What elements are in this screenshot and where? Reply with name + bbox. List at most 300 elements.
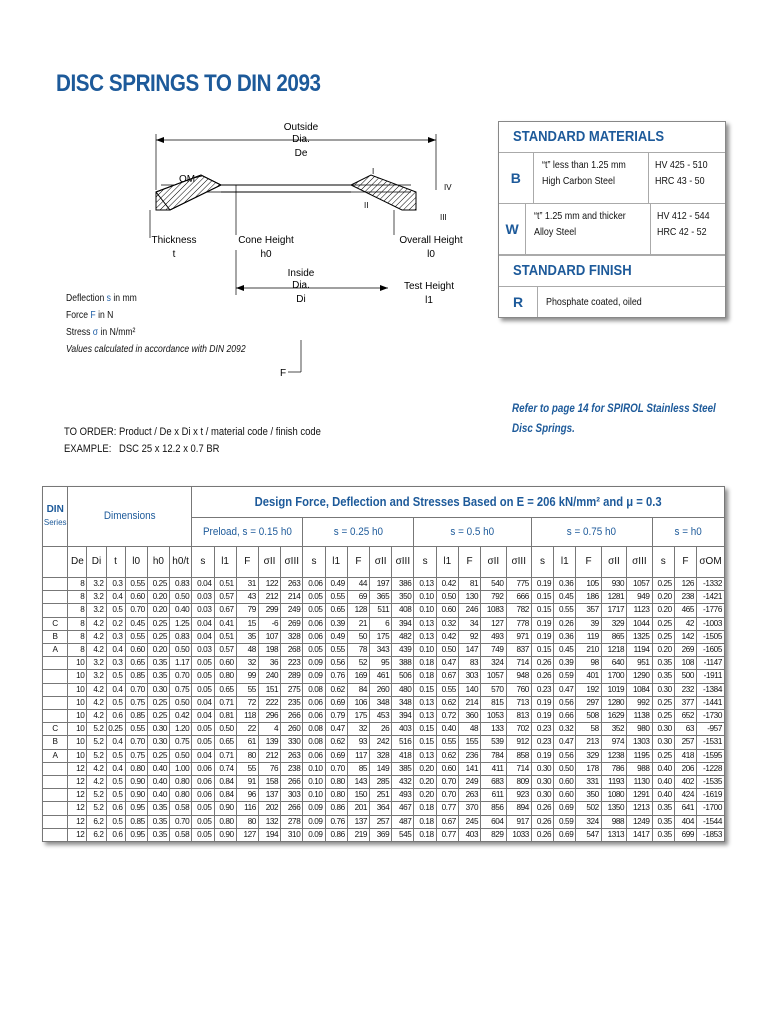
material-hardness: HV 412 - 544 HRC 42 - 52 (657, 210, 710, 238)
table-cell (43, 828, 68, 841)
table-cell: 0.36 (554, 630, 576, 643)
table-cell: 12 (68, 828, 87, 841)
table-cell: 0.59 (554, 670, 576, 683)
table-cell: 201 (347, 802, 369, 815)
table-cell: 545 (392, 828, 414, 841)
table-cell: 0.3 (106, 657, 125, 670)
table-cell: 0.90 (125, 789, 147, 802)
table-cell: 0.25 (147, 749, 169, 762)
table-cell: 500 (674, 670, 696, 683)
note-deflection: Deflection s in mm (66, 292, 137, 304)
table-cell: 39 (576, 617, 601, 630)
table-cell: 1194 (627, 644, 652, 657)
table-cell: 58 (576, 723, 601, 736)
table-cell: 516 (392, 736, 414, 749)
column-header: σIII (281, 547, 303, 578)
table-cell: 0.95 (125, 802, 147, 815)
table-cell: 0.05 (192, 736, 214, 749)
load-group-header: s = 0.25 h0 (303, 518, 414, 547)
table-cell: 249 (458, 776, 480, 789)
table-cell: 36 (258, 657, 280, 670)
table-cell: 0.23 (531, 736, 553, 749)
table-cell: 0.15 (531, 644, 553, 657)
table-cell: 0.36 (554, 578, 576, 591)
table-cell: 329 (576, 749, 601, 762)
table-cell: 260 (370, 683, 392, 696)
table-row (43, 762, 725, 775)
table-cell: 10 (68, 749, 87, 762)
table-cell: 0.62 (436, 696, 458, 709)
spec-table (42, 486, 725, 842)
table-cell: 0.80 (325, 789, 347, 802)
table-cell: 0.25 (147, 617, 169, 630)
table-cell: 0.10 (414, 604, 436, 617)
table-cell: 0.5 (106, 696, 125, 709)
table-cell: 61 (236, 736, 258, 749)
column-header: l1 (554, 547, 576, 578)
table-row (43, 591, 725, 604)
table-cell: 0.51 (214, 578, 236, 591)
table-cell: 0.47 (554, 736, 576, 749)
table-row (43, 604, 725, 617)
table-cell: 48 (236, 644, 258, 657)
table-cell: 837 (506, 644, 531, 657)
table-cell: 263 (281, 749, 303, 762)
table-cell: 1238 (601, 749, 626, 762)
table-cell: 352 (601, 723, 626, 736)
table-cell: -1776 (697, 604, 725, 617)
table-cell: 403 (458, 828, 480, 841)
table-row (43, 670, 725, 683)
column-header: F (347, 547, 369, 578)
table-cell: 714 (506, 657, 531, 670)
table-cell: 377 (674, 696, 696, 709)
table-cell: 0.08 (303, 736, 325, 749)
table-cell: 150 (347, 789, 369, 802)
outside-dia-label-2: Dia. (292, 134, 310, 145)
table-cell: 0.15 (531, 591, 553, 604)
table-cell: 0.05 (192, 815, 214, 828)
table-cell: 269 (281, 617, 303, 630)
table-cell: 0.95 (125, 828, 147, 841)
table-cell: 143 (347, 776, 369, 789)
table-cell: 52 (347, 657, 369, 670)
table-cell: 1629 (601, 710, 626, 723)
table-cell: 0.67 (436, 815, 458, 828)
table-cell: 0.4 (106, 762, 125, 775)
table-cell: 263 (458, 789, 480, 802)
table-cell: 0.41 (214, 617, 236, 630)
table-cell: 980 (627, 723, 652, 736)
table-cell: 0.06 (303, 710, 325, 723)
table-cell: 948 (506, 670, 531, 683)
table-cell: 0.56 (554, 749, 576, 762)
table-cell: 0.20 (414, 789, 436, 802)
table-cell: 324 (481, 657, 506, 670)
table-cell: 0.25 (147, 630, 169, 643)
table-cell: 1218 (601, 644, 626, 657)
table-cell: 0.18 (414, 828, 436, 841)
table-cell: 0.5 (106, 815, 125, 828)
table-cell: 829 (481, 828, 506, 841)
table-cell: 31 (236, 578, 258, 591)
table-cell: 0.26 (531, 828, 553, 841)
table-cell: 4.2 (87, 762, 106, 775)
table-cell: 364 (370, 802, 392, 815)
table-cell: 266 (281, 710, 303, 723)
table-cell: 394 (392, 617, 414, 630)
table-cell: 0.18 (414, 815, 436, 828)
table-cell: 236 (458, 749, 480, 762)
table-cell: 6.2 (87, 828, 106, 841)
table-cell: 570 (481, 683, 506, 696)
table-cell: 127 (236, 828, 258, 841)
table-cell: 0.47 (554, 683, 576, 696)
table-cell: 0.3 (106, 578, 125, 591)
table-cell: 0.67 (214, 604, 236, 617)
table-cell: 388 (392, 657, 414, 670)
table-cell: 0.10 (303, 776, 325, 789)
table-cell: 0.20 (652, 604, 674, 617)
table-cell: 0.62 (325, 683, 347, 696)
refer-line-2: Disc Springs. (512, 421, 575, 435)
stainless-reference-note (512, 398, 716, 438)
table-cell: 0.55 (125, 723, 147, 736)
point-iv-label: IV (444, 183, 452, 192)
table-cell: 22 (236, 723, 258, 736)
table-cell: 140 (458, 683, 480, 696)
outside-dia-symbol: De (294, 148, 308, 159)
table-cell: 0.5 (106, 776, 125, 789)
table-cell: 0.56 (554, 696, 576, 709)
table-cell: 78 (347, 644, 369, 657)
table-cell: 0.05 (303, 604, 325, 617)
table-cell: 786 (601, 762, 626, 775)
table-cell: 0.13 (414, 617, 436, 630)
table-cell: 0.04 (192, 630, 214, 643)
table-cell: 0.66 (554, 710, 576, 723)
table-cell: 242 (370, 736, 392, 749)
table-cell: 0.05 (192, 683, 214, 696)
table-cell: 4.2 (87, 683, 106, 696)
table-cell: 0.71 (214, 696, 236, 709)
table-cell: 385 (392, 762, 414, 775)
table-cell: 0.83 (169, 578, 191, 591)
table-cell: 0.20 (652, 591, 674, 604)
table-cell: 0.10 (414, 644, 436, 657)
table-cell: 0.6 (106, 802, 125, 815)
table-cell: 0.20 (147, 604, 169, 617)
column-header: s (531, 547, 553, 578)
table-cell: 8 (68, 604, 87, 617)
table-cell: 0.03 (192, 591, 214, 604)
table-cell: 1057 (627, 578, 652, 591)
table-cell: 275 (281, 683, 303, 696)
table-cell: 80 (236, 749, 258, 762)
table-cell: -1505 (697, 630, 725, 643)
table-cell: 5.2 (87, 736, 106, 749)
table-cell: 856 (481, 802, 506, 815)
table-cell: 0.19 (531, 696, 553, 709)
din-series-header: DIN Series (43, 487, 68, 547)
column-header: σIII (627, 547, 652, 578)
table-cell: 8 (68, 578, 87, 591)
table-cell: 386 (392, 578, 414, 591)
table-cell: 0.75 (169, 683, 191, 696)
table-cell: 246 (458, 604, 480, 617)
table-cell: 128 (347, 604, 369, 617)
table-cell: -1147 (697, 657, 725, 670)
table-cell: 0.30 (147, 723, 169, 736)
table-cell: 404 (674, 815, 696, 828)
table-cell: 0.04 (192, 578, 214, 591)
table-cell: 0.19 (531, 617, 553, 630)
table-cell: 4.2 (87, 630, 106, 643)
table-cell: 699 (674, 828, 696, 841)
table-cell: 139 (258, 736, 280, 749)
table-cell: 0.06 (303, 749, 325, 762)
table-cell: 0.30 (652, 683, 674, 696)
table-cell: 10 (68, 657, 87, 670)
table-cell: 0.69 (325, 749, 347, 762)
table-cell: 0.42 (436, 630, 458, 643)
table-cell: 268 (281, 644, 303, 657)
table-cell: 0.70 (325, 762, 347, 775)
table-cell: 0.40 (652, 789, 674, 802)
table-cell: 0.40 (147, 789, 169, 802)
table-row (43, 723, 725, 736)
table-cell: 93 (347, 736, 369, 749)
table-cell: 0.85 (125, 670, 147, 683)
table-cell: -1730 (697, 710, 725, 723)
table-cell: 0.08 (303, 723, 325, 736)
table-cell: 0.25 (106, 723, 125, 736)
table-cell: 0.86 (325, 802, 347, 815)
outside-dia-label: Outside (283, 122, 319, 133)
table-cell: 0.35 (147, 657, 169, 670)
table-cell: C (43, 617, 68, 630)
table-row (43, 683, 725, 696)
table-cell: 0.05 (192, 802, 214, 815)
table-cell: 266 (281, 776, 303, 789)
table-cell: 0.55 (125, 578, 147, 591)
table-cell: 0.35 (147, 670, 169, 683)
table-cell: 238 (281, 762, 303, 775)
table-cell: 10 (68, 736, 87, 749)
table-cell: 0.35 (147, 828, 169, 841)
table-cell: 365 (370, 591, 392, 604)
table-cell: 6.2 (87, 815, 106, 828)
table-cell (43, 670, 68, 683)
table-cell (43, 762, 68, 775)
table-cell: 108 (674, 657, 696, 670)
force-symbol: F (280, 368, 287, 379)
table-cell: 6 (370, 617, 392, 630)
table-cell: 12 (68, 802, 87, 815)
table-cell: 105 (576, 578, 601, 591)
table-cell: 0.74 (214, 762, 236, 775)
table-cell: -1332 (697, 578, 725, 591)
table-cell: 1325 (627, 630, 652, 643)
table-cell: 0.69 (554, 828, 576, 841)
table-cell: 0.23 (531, 683, 553, 696)
table-cell: 8 (68, 617, 87, 630)
table-cell: 782 (506, 604, 531, 617)
table-cell: 0.40 (652, 762, 674, 775)
table-cell: 1249 (627, 815, 652, 828)
table-cell: 0.50 (169, 696, 191, 709)
table-row (43, 736, 725, 749)
table-row (43, 578, 725, 591)
table-cell: 480 (392, 683, 414, 696)
table-cell: 540 (481, 578, 506, 591)
table-row (43, 644, 725, 657)
table-cell: 206 (674, 762, 696, 775)
table-cell: 69 (347, 591, 369, 604)
table-cell: 0.4 (106, 644, 125, 657)
table-cell: 0.23 (531, 723, 553, 736)
table-cell: 0.57 (214, 591, 236, 604)
table-cell: 714 (506, 762, 531, 775)
table-cell: 0.25 (652, 749, 674, 762)
table-cell: 0.58 (169, 802, 191, 815)
table-cell: 0.25 (652, 696, 674, 709)
table-cell (43, 815, 68, 828)
material-code: B (499, 153, 534, 203)
table-cell: A (43, 644, 68, 657)
table-cell: 1.00 (169, 762, 191, 775)
table-cell: 1138 (627, 710, 652, 723)
table-cell: 0.90 (125, 776, 147, 789)
table-cell: 0.09 (303, 815, 325, 828)
table-cell: 0.35 (652, 828, 674, 841)
table-cell: 130 (458, 591, 480, 604)
table-cell: 117 (347, 749, 369, 762)
table-cell: 324 (576, 815, 601, 828)
table-cell: 1053 (481, 710, 506, 723)
table-cell: 0.81 (214, 710, 236, 723)
note-force: Force F in N (66, 309, 114, 321)
column-header: s (303, 547, 325, 578)
table-cell: 0.55 (436, 683, 458, 696)
table-cell: 219 (347, 828, 369, 841)
table-cell: 0.30 (652, 723, 674, 736)
table-cell: 0.65 (214, 736, 236, 749)
table-cell: 350 (576, 789, 601, 802)
load-group-header: s = h0 (652, 518, 724, 547)
table-cell: 1.17 (169, 657, 191, 670)
table-cell: 641 (674, 802, 696, 815)
table-cell: 5.2 (87, 802, 106, 815)
table-cell: C (43, 723, 68, 736)
table-cell: 640 (601, 657, 626, 670)
point-i-label: I (372, 167, 375, 176)
table-cell: 0.85 (125, 815, 147, 828)
table-cell: 784 (481, 749, 506, 762)
note-stress: Stress σ in N/mm² (66, 326, 136, 338)
table-cell: 402 (674, 776, 696, 789)
table-cell: 408 (392, 604, 414, 617)
table-cell: 1290 (627, 670, 652, 683)
table-cell: 0.18 (414, 657, 436, 670)
table-cell: 666 (506, 591, 531, 604)
table-cell: -1228 (697, 762, 725, 775)
table-cell: 0.6 (106, 828, 125, 841)
table-cell: 158 (258, 776, 280, 789)
table-cell: 331 (576, 776, 601, 789)
table-cell: -1700 (697, 802, 725, 815)
column-header: Di (87, 547, 106, 578)
table-cell: 96 (236, 789, 258, 802)
table-cell: 34 (458, 617, 480, 630)
table-cell: 760 (506, 683, 531, 696)
table-cell: 0.30 (652, 736, 674, 749)
material-row-w (499, 204, 725, 255)
table-cell: 0.26 (531, 670, 553, 683)
inside-dia-label-2: Dia. (292, 280, 310, 291)
table-cell: 0.59 (554, 815, 576, 828)
table-cell: 357 (576, 604, 601, 617)
table-cell: 401 (576, 670, 601, 683)
table-cell: 249 (281, 604, 303, 617)
table-cell: 0.04 (192, 696, 214, 709)
material-desc: “t” 1.25 mm and thicker Alloy Steel (526, 204, 651, 254)
table-cell: 0.60 (554, 789, 576, 802)
table-cell: 35 (236, 630, 258, 643)
table-cell: 63 (674, 723, 696, 736)
table-cell: 0.5 (106, 604, 125, 617)
table-cell: 84 (347, 683, 369, 696)
table-cell: 0.13 (414, 630, 436, 643)
table-cell (43, 591, 68, 604)
table-cell: 122 (258, 578, 280, 591)
finish-code: R (499, 287, 538, 317)
table-row (43, 630, 725, 643)
table-cell: 8 (68, 630, 87, 643)
table-cell: 0.25 (652, 617, 674, 630)
test-height-symbol: l1 (425, 295, 433, 306)
table-cell: 48 (458, 723, 480, 736)
table-cell: -1535 (697, 776, 725, 789)
test-height-label: Test Height (403, 281, 455, 292)
table-cell: 5.2 (87, 749, 106, 762)
table-cell: 0.60 (436, 762, 458, 775)
table-cell: 214 (281, 591, 303, 604)
table-cell: 10 (68, 670, 87, 683)
table-cell: 15 (236, 617, 258, 630)
units-notes (66, 290, 246, 358)
table-cell: 792 (481, 591, 506, 604)
table-cell: 809 (506, 776, 531, 789)
table-cell: 118 (236, 710, 258, 723)
table-cell: 493 (392, 789, 414, 802)
table-cell: 453 (370, 710, 392, 723)
table-cell: -1911 (697, 670, 725, 683)
table-cell: 0.05 (192, 657, 214, 670)
column-header: F (458, 547, 480, 578)
table-cell (43, 776, 68, 789)
table-cell: 44 (347, 578, 369, 591)
table-cell: 1717 (601, 604, 626, 617)
load-group-header: Preload, s = 0.15 h0 (192, 518, 303, 547)
table-cell: 506 (392, 670, 414, 683)
dimensions-header: Dimensions (68, 487, 192, 547)
table-cell: 175 (370, 630, 392, 643)
table-cell: -1595 (697, 749, 725, 762)
table-cell: 50 (347, 630, 369, 643)
table-cell (43, 578, 68, 591)
table-cell: 0.60 (125, 591, 147, 604)
